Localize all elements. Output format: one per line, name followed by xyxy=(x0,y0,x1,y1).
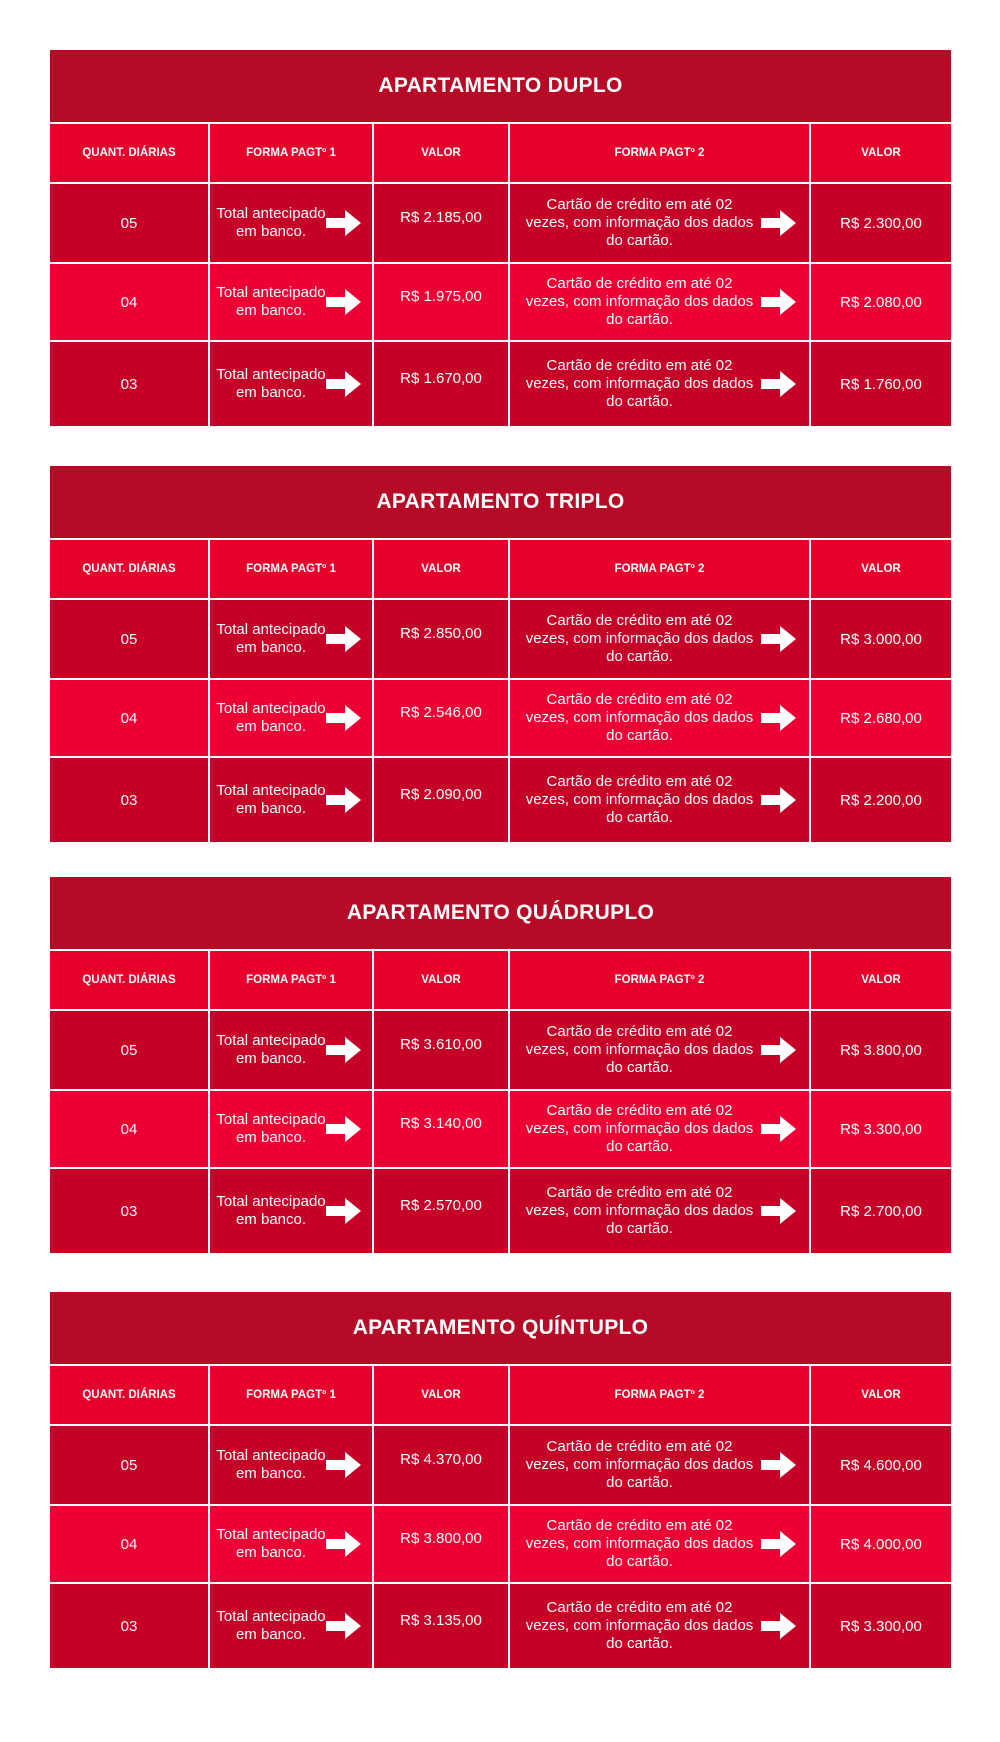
value-2-cell: R$ 4.600,00 xyxy=(811,1426,951,1506)
payment-method-1 xyxy=(210,184,374,264)
value-1-cell: R$ 3.135,00 xyxy=(374,1584,510,1668)
value-2-cell: R$ 4.000,00 xyxy=(811,1506,951,1584)
arrow-right-icon xyxy=(761,370,797,398)
header-pay1: FORMA PAGTº 1 xyxy=(210,1366,374,1426)
arrow-right-icon xyxy=(326,1115,362,1143)
header-pay2: FORMA PAGTº 2 xyxy=(510,540,811,600)
arrow-right-icon xyxy=(326,1530,362,1558)
header-days: QUANT. DIÁRIAS xyxy=(50,1366,210,1426)
days-cell: 03 xyxy=(50,758,210,842)
payment-method-1-text: Total antecipado em banco. xyxy=(216,621,326,656)
payment-method-2 xyxy=(510,1506,811,1584)
arrow-right-icon xyxy=(326,1197,362,1225)
header-days: QUANT. DIÁRIAS xyxy=(50,124,210,184)
payment-method-1-text: Total antecipado em banco. xyxy=(216,284,326,319)
payment-method-2 xyxy=(510,1011,811,1091)
arrow-right-icon xyxy=(761,209,797,237)
header-pay2: FORMA PAGTº 2 xyxy=(510,951,811,1011)
value-2-cell: R$ 2.200,00 xyxy=(811,758,951,842)
days-cell: 05 xyxy=(50,1011,210,1091)
payment-method-1-text: Total antecipado em banco. xyxy=(216,1526,326,1561)
payment-method-1 xyxy=(210,600,374,680)
header-days: QUANT. DIÁRIAS xyxy=(50,951,210,1011)
payment-method-1-text: Total antecipado em banco. xyxy=(216,1032,326,1067)
payment-method-2 xyxy=(510,1091,811,1169)
table-title: APARTAMENTO QUÁDRUPLO xyxy=(50,877,951,951)
table-title: APARTAMENTO DUPLO xyxy=(50,50,951,124)
arrow-right-icon xyxy=(326,1451,362,1479)
price-grid xyxy=(50,1366,951,1668)
days-cell: 04 xyxy=(50,1091,210,1169)
payment-method-1 xyxy=(210,758,374,842)
payment-method-2-text: Cartão de crédito em até 02 vezes, com informação dos dados do cartão. xyxy=(525,773,754,826)
value-1-cell: R$ 3.140,00 xyxy=(374,1091,510,1169)
price-grid xyxy=(50,540,951,842)
header-days: QUANT. DIÁRIAS xyxy=(50,540,210,600)
arrow-right-icon xyxy=(326,704,362,732)
payment-method-2 xyxy=(510,1169,811,1253)
payment-method-2-text: Cartão de crédito em até 02 vezes, com informação dos dados do cartão. xyxy=(525,1023,754,1076)
days-cell: 03 xyxy=(50,1169,210,1253)
price-table-1 xyxy=(50,50,951,426)
header-pay2: FORMA PAGTº 2 xyxy=(510,1366,811,1426)
days-cell: 04 xyxy=(50,680,210,758)
header-value1: VALOR xyxy=(374,540,510,600)
payment-method-1 xyxy=(210,1091,374,1169)
value-2-cell: R$ 2.680,00 xyxy=(811,680,951,758)
header-value1: VALOR xyxy=(374,124,510,184)
arrow-right-icon xyxy=(326,209,362,237)
payment-method-2-text: Cartão de crédito em até 02 vezes, com informação dos dados do cartão. xyxy=(525,1517,754,1570)
payment-method-1 xyxy=(210,1506,374,1584)
payment-method-1 xyxy=(210,1426,374,1506)
payment-method-2-text: Cartão de crédito em até 02 vezes, com informação dos dados do cartão. xyxy=(525,275,754,328)
days-cell: 04 xyxy=(50,264,210,342)
payment-method-1-text: Total antecipado em banco. xyxy=(216,782,326,817)
value-1-cell: R$ 2.850,00 xyxy=(374,600,510,680)
arrow-right-icon xyxy=(761,1115,797,1143)
value-2-cell: R$ 3.300,00 xyxy=(811,1584,951,1668)
value-1-cell: R$ 2.570,00 xyxy=(374,1169,510,1253)
payment-method-2 xyxy=(510,1426,811,1506)
days-cell: 03 xyxy=(50,342,210,426)
header-pay2: FORMA PAGTº 2 xyxy=(510,124,811,184)
arrow-right-icon xyxy=(761,704,797,732)
payment-method-1 xyxy=(210,680,374,758)
arrow-right-icon xyxy=(761,786,797,814)
arrow-right-icon xyxy=(326,786,362,814)
payment-method-2 xyxy=(510,600,811,680)
header-pay1: FORMA PAGTº 1 xyxy=(210,540,374,600)
arrow-right-icon xyxy=(326,370,362,398)
days-cell: 05 xyxy=(50,600,210,680)
value-2-cell: R$ 3.800,00 xyxy=(811,1011,951,1091)
days-cell: 05 xyxy=(50,184,210,264)
payment-method-2-text: Cartão de crédito em até 02 vezes, com informação dos dados do cartão. xyxy=(525,196,754,249)
payment-method-1-text: Total antecipado em banco. xyxy=(216,1608,326,1643)
arrow-right-icon xyxy=(761,1530,797,1558)
payment-method-2-text: Cartão de crédito em até 02 vezes, com informação dos dados do cartão. xyxy=(525,691,754,744)
payment-method-2 xyxy=(510,1584,811,1668)
table-title: APARTAMENTO TRIPLO xyxy=(50,466,951,540)
days-cell: 03 xyxy=(50,1584,210,1668)
payment-method-1 xyxy=(210,264,374,342)
value-2-cell: R$ 2.700,00 xyxy=(811,1169,951,1253)
payment-method-2-text: Cartão de crédito em até 02 vezes, com informação dos dados do cartão. xyxy=(525,612,754,665)
price-table-2 xyxy=(50,466,951,842)
value-2-cell: R$ 1.760,00 xyxy=(811,342,951,426)
payment-method-1-text: Total antecipado em banco. xyxy=(216,700,326,735)
payment-method-1 xyxy=(210,1011,374,1091)
arrow-right-icon xyxy=(761,1451,797,1479)
payment-method-2-text: Cartão de crédito em até 02 vezes, com informação dos dados do cartão. xyxy=(525,1438,754,1491)
arrow-right-icon xyxy=(326,1612,362,1640)
arrow-right-icon xyxy=(761,288,797,316)
value-2-cell: R$ 2.300,00 xyxy=(811,184,951,264)
payment-method-2-text: Cartão de crédito em até 02 vezes, com informação dos dados do cartão. xyxy=(525,357,754,410)
value-1-cell: R$ 2.546,00 xyxy=(374,680,510,758)
table-title: APARTAMENTO QUÍNTUPLO xyxy=(50,1292,951,1366)
price-table-4 xyxy=(50,1292,951,1668)
arrow-right-icon xyxy=(326,1036,362,1064)
value-1-cell: R$ 4.370,00 xyxy=(374,1426,510,1506)
payment-method-1-text: Total antecipado em banco. xyxy=(216,1447,326,1482)
arrow-right-icon xyxy=(326,288,362,316)
payment-method-2 xyxy=(510,680,811,758)
header-value2: VALOR xyxy=(811,124,951,184)
payment-method-2-text: Cartão de crédito em até 02 vezes, com informação dos dados do cartão. xyxy=(525,1599,754,1652)
value-2-cell: R$ 3.300,00 xyxy=(811,1091,951,1169)
days-cell: 04 xyxy=(50,1506,210,1584)
header-value1: VALOR xyxy=(374,951,510,1011)
value-2-cell: R$ 3.000,00 xyxy=(811,600,951,680)
header-value2: VALOR xyxy=(811,951,951,1011)
days-cell: 05 xyxy=(50,1426,210,1506)
payment-method-1-text: Total antecipado em banco. xyxy=(216,1193,326,1228)
price-grid xyxy=(50,951,951,1253)
payment-method-2-text: Cartão de crédito em até 02 vezes, com informação dos dados do cartão. xyxy=(525,1184,754,1237)
payment-method-2 xyxy=(510,184,811,264)
value-2-cell: R$ 2.080,00 xyxy=(811,264,951,342)
header-value2: VALOR xyxy=(811,540,951,600)
arrow-right-icon xyxy=(761,625,797,653)
payment-method-2 xyxy=(510,758,811,842)
header-pay1: FORMA PAGTº 1 xyxy=(210,124,374,184)
header-pay1: FORMA PAGTº 1 xyxy=(210,951,374,1011)
header-value1: VALOR xyxy=(374,1366,510,1426)
value-1-cell: R$ 1.975,00 xyxy=(374,264,510,342)
value-1-cell: R$ 1.670,00 xyxy=(374,342,510,426)
payment-method-1 xyxy=(210,1584,374,1668)
price-table-3 xyxy=(50,877,951,1253)
value-1-cell: R$ 2.090,00 xyxy=(374,758,510,842)
payment-method-1-text: Total antecipado em banco. xyxy=(216,366,326,401)
payment-method-1 xyxy=(210,1169,374,1253)
price-grid xyxy=(50,124,951,426)
payment-method-1-text: Total antecipado em banco. xyxy=(216,1111,326,1146)
value-1-cell: R$ 3.610,00 xyxy=(374,1011,510,1091)
value-1-cell: R$ 2.185,00 xyxy=(374,184,510,264)
payment-method-1 xyxy=(210,342,374,426)
payment-method-1-text: Total antecipado em banco. xyxy=(216,205,326,240)
payment-method-2 xyxy=(510,264,811,342)
arrow-right-icon xyxy=(761,1612,797,1640)
arrow-right-icon xyxy=(761,1197,797,1225)
arrow-right-icon xyxy=(761,1036,797,1064)
header-value2: VALOR xyxy=(811,1366,951,1426)
payment-method-2 xyxy=(510,342,811,426)
value-1-cell: R$ 3.800,00 xyxy=(374,1506,510,1584)
arrow-right-icon xyxy=(326,625,362,653)
payment-method-2-text: Cartão de crédito em até 02 vezes, com informação dos dados do cartão. xyxy=(525,1102,754,1155)
